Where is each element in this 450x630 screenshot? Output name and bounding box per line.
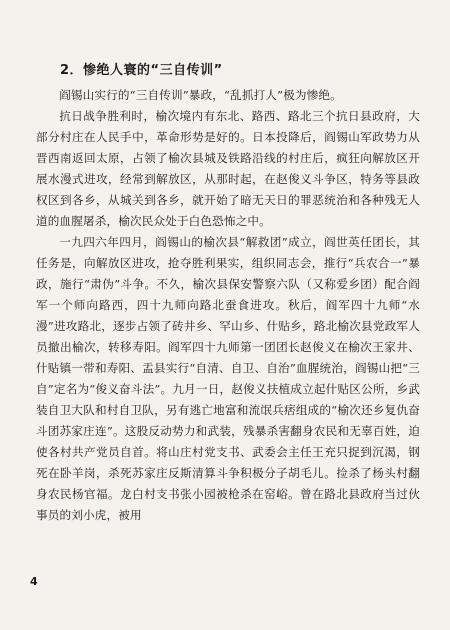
paragraph-1946: 一九四六年四月，阎锡山的榆次县“解救团”成立，阎世英任团长，其任务是，向解放区进攻，抢夺胜利果实，组织同志会，推行“兵农合一”暴政，施行“肃伪”斗争。不久，榆次县保安警察六队（又称爱乡团）配合阎军一个师向路西，四十九师向路北蚕食进攻。秋后，阎军四十九师“水漫”进攻路北，逐步占领了砖井乡、罕山乡、什贴乡，路北榆次县党政军人员撤出榆次，转移寿阳。阎军四十九师第一团团长赵俊义在榆次王家井、什贴镇一带和寿阳、盂县实行“自清、自卫、自治”血腥统治，阎锡山把“三自”定名为“俊义奋斗法”。九月一日，赵俊义扶植成立起什贴区公所，乡武装自卫大队和村自卫队，另有逃亡地富和流氓兵痞组成的“榆次还乡复仇奋斗团苏家庄连”。这股反动势力和武装，残暴杀害翻身农民和无辜百姓，迫使各村共产党员自首。将山庄村党支书、武委会主任王充只捉到沉渴，钢死在卧羊岗，杀死苏家庄反斯清算斗争积极分子胡毛儿。捡杀了杨头村翻身农民杨官福。龙白村支书张小园被枪杀在窑峪。曾在路北县政府当过伙事员的刘小虎，被用	[36, 235, 420, 522]
page-number: 4	[30, 575, 38, 588]
section-heading: 2．惨绝人寰的“三自传训”	[60, 63, 223, 78]
paragraph-postwar: 抗日战争胜利时，榆次境内有东北、路西、路北三个抗日县政府，大部分村庄在人民手中，革命形势是好的。日本投降后，阎锡山军政势力从晋西南返回太原，占领了榆次县城及铁路沿线的村庄后，疯狂向解放区开展水漫式进攻，经常到解放区，从那时起，在赵俊义斗争区，特务等县政权区到各乡，从城关到各乡，就开始了暗无天日的罪恶统治和各种残无人道的血腥屠杀，榆次民众处于白色恐怖之中。	[36, 109, 420, 228]
paragraph-intro: 阎锡山实行的“三自传训”暴政，“乱抓打人”极为惨绝。	[59, 88, 342, 102]
